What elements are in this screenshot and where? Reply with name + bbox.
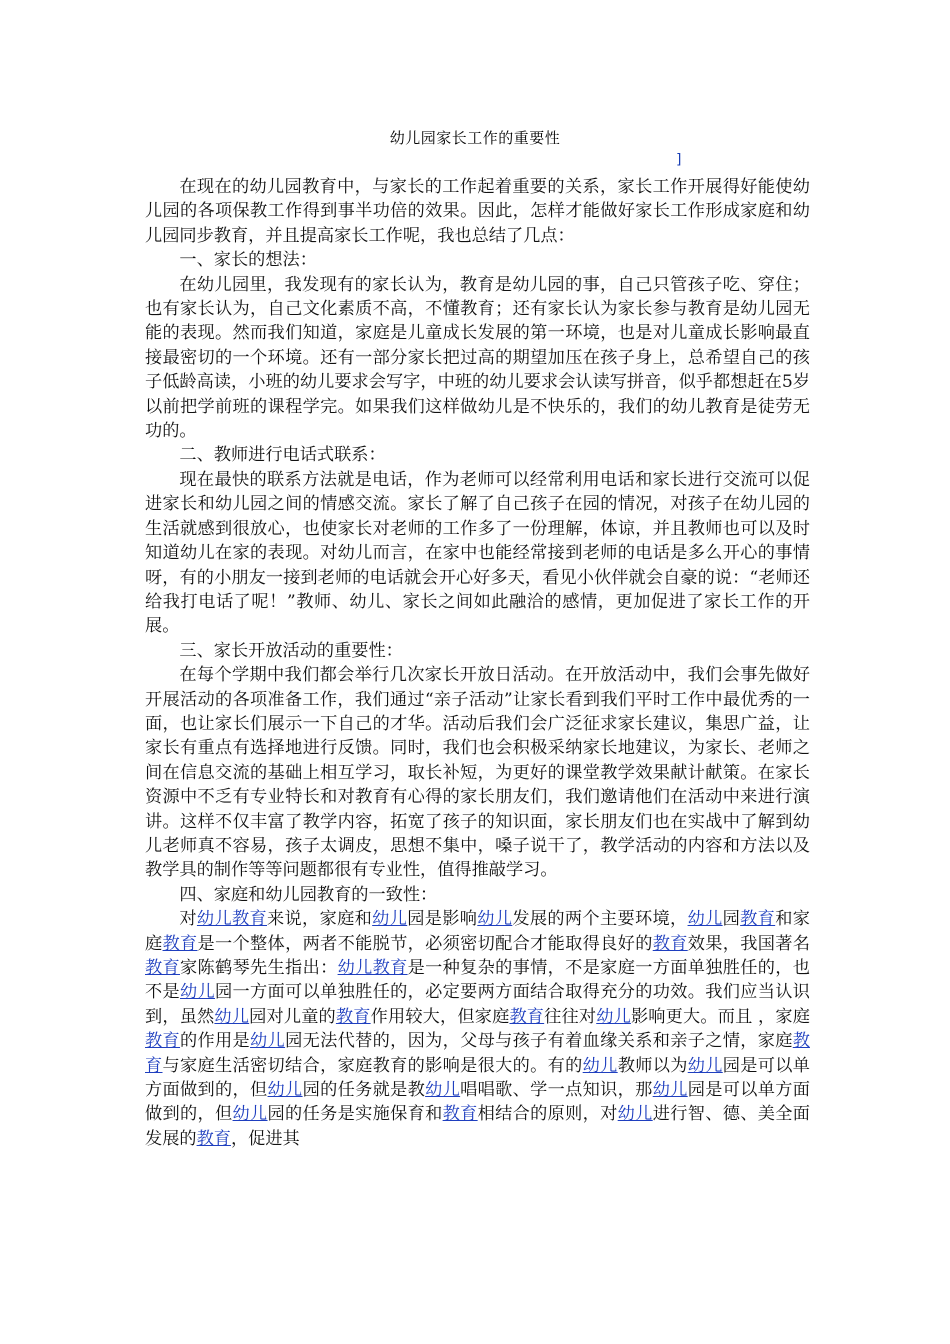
document-title: 幼儿园家长工作的重要性: [389, 129, 561, 147]
text-segment: 效果，我国著名: [687, 933, 810, 954]
text-segment: 园是可以单方面做到的，但: [145, 1055, 810, 1101]
keyword-link[interactable]: 幼儿教育: [337, 958, 408, 978]
keyword-link[interactable]: 教育: [509, 1006, 545, 1027]
keyword-link[interactable]: 幼儿: [687, 1055, 723, 1076]
text-segment: 园的任务是实施保育和: [267, 1104, 443, 1125]
section-3-heading: 三、家长开放活动的重要性：: [179, 640, 403, 661]
section-2-heading: 二、教师进行电话式联系：: [179, 445, 386, 466]
keyword-link[interactable]: 教育: [145, 958, 181, 978]
keyword-link[interactable]: 教育: [145, 1031, 810, 1076]
keyword-link[interactable]: 教育: [162, 933, 198, 954]
document-body: [145, 175, 810, 1151]
text-segment: 相结合的原则，对: [477, 1104, 618, 1125]
text-segment: 进行智、德、美全面发展的: [145, 1104, 810, 1149]
section-4-paragraph: [145, 907, 810, 1151]
keyword-link[interactable]: 幼儿: [582, 1055, 618, 1076]
bracket-mark: ]: [676, 152, 682, 168]
keyword-link[interactable]: 幼儿: [617, 1104, 653, 1125]
section-1-heading: 一、家长的想法：: [179, 250, 317, 271]
keyword-link[interactable]: 教育: [740, 909, 776, 930]
section-3-paragraph: 在每个学期中我们都会举行几次家长开放日活动。在开放活动中，我们会事先做好开展活动的各项准备工作，我们通过“亲子活动”让家长看到我们平时工作中最优秀的一面，也让家长们展示一下自己的才华。活动后我们会广泛征求家长建议，集思广益，让家长有重点有选择地进行反馈。同时，我们也会积极采纳家长地建议，为家长、老师之间在信息交流的基础上相互学习，取长补短，为更好的课堂教学效果献计献策。在家长资源中不乏有专业特长和对教育有心得的家长朋友们，我们邀请他们在活动中来进行演讲。这样不仅丰富了教学内容，拓宽了孩子的知识面，家长朋友们也在实战中了解到幼儿老师真不容易，孩子太调皮，思想不集中，嗓子说干了，教学活动的内容和方法以及教学具的制作等等问题都很有专业性，值得推敲学习。: [145, 665, 810, 881]
section-2-paragraph: 现在最快的联系方法就是电话，作为老师可以经常利用电话和家长进行交流可以促进家长和幼儿园之间的情感交流。家长了解了自己孩子在园的情况，对孩子在幼儿园的生活就感到很放心，也使家长对老师的工作多了一份理解，体谅，并且教师也可以及时知道幼儿在家的表现。对幼儿而言，在家中也能经常接到老师的电话是多么开心的事情呀，有的小朋友一接到老师的电话就会开心好多天，看见小伙伴就会自豪的说：“老师还给我打电话了呢！”教师、幼儿、家长之间如此融洽的感情，更加促进了家长工作的开展。: [145, 469, 810, 637]
text-segment: 园一方面可以单独胜任的，必定要两方面结合取得充分的功效。我们应当认识到，虽然: [145, 982, 810, 1027]
keyword-link[interactable]: 幼儿: [425, 1080, 461, 1101]
text-segment: 对: [179, 909, 197, 930]
text-segment: 园的任务就是教: [302, 1080, 426, 1101]
text-segment: 是一个整体，两者不能脱节，必须密切配合才能取得良好的: [197, 933, 653, 954]
keyword-link[interactable]: 幼儿: [687, 909, 723, 930]
section-4-heading: 四、家庭和幼儿园教育的一致性：: [179, 884, 438, 905]
text-segment: 园是影响: [407, 909, 478, 930]
keyword-link[interactable]: 幼儿: [372, 909, 408, 930]
keyword-link[interactable]: 教育: [196, 1128, 231, 1149]
text-segment: 的作用是: [180, 1031, 251, 1052]
text-segment: 与家庭生活密切结合，家庭教育的影响是很大的。有的: [162, 1055, 583, 1076]
keyword-link[interactable]: 幼儿: [180, 982, 216, 1003]
keyword-link[interactable]: 幼儿: [596, 1006, 631, 1027]
section-1-paragraph: 在幼儿园里，我发现有的家长认为，教育是幼儿园的事，自己只管孩子吃、穿住；也有家长认为，自己文化素质不高，不懂教育；还有家长认为家长参与教育是幼儿园无能的表现。然而我们知道，家庭是儿童成长发展的第一环境，也是对儿童成长影响最直接最密切的一个环境。还有一部分家长把过高的期望加压在孩子身上，总希望自己的孩子低龄高读，小班的幼儿要求会写字，中班的幼儿要求会认读写拼音，似乎都想赶在5岁以前把学前班的课程学完。如果我们这样做幼儿是不快乐的，我们的幼儿教育是徒劳无功的。: [145, 274, 810, 442]
text-segment: 园是可以单方面做到的，但: [145, 1080, 810, 1125]
keyword-link[interactable]: 教育: [145, 1031, 181, 1052]
text-segment: 是一种复杂的事情，不是家庭一方面单独胜任的，也不是: [145, 958, 810, 1003]
text-segment: 园无法代替的，因为，父母与孩子有着血缘关系和亲子之情，家庭: [285, 1031, 793, 1052]
keyword-link[interactable]: 幼儿: [652, 1080, 688, 1101]
text-segment: 园: [722, 909, 741, 930]
keyword-link[interactable]: 幼儿: [477, 909, 513, 930]
text-segment: 家陈鹤琴先生指出：: [180, 958, 338, 978]
text-segment: ，促进其: [230, 1128, 300, 1149]
text-segment: 来说，家庭和: [267, 909, 373, 930]
keyword-link[interactable]: 教育: [335, 1006, 371, 1027]
keyword-link[interactable]: 幼儿教育: [196, 909, 268, 930]
keyword-link[interactable]: 幼儿: [250, 1031, 286, 1052]
text-segment: 影响更大。而且 ，家庭: [630, 1006, 810, 1027]
keyword-link[interactable]: 教育: [652, 933, 688, 954]
intro-paragraph: 在现在的幼儿园教育中，与家长的工作起着重要的关系，家长工作开展得好能使幼儿园的各项保教工作得到事半功倍的效果。因此，怎样才能做好家长工作形成家庭和幼儿园同步教育，并且提高家长工作呢，我也总结了几点：: [145, 177, 810, 246]
text-segment: 教师以为: [617, 1055, 688, 1076]
text-segment: 往往对: [544, 1006, 597, 1027]
text-segment: 和家庭: [145, 909, 810, 954]
keyword-link[interactable]: 教育: [442, 1104, 478, 1125]
keyword-link[interactable]: 幼儿: [267, 1080, 303, 1101]
text-segment: 作用较大，但家庭: [370, 1006, 510, 1027]
text-segment: 唱唱歌、学一点知识，那: [460, 1080, 653, 1101]
keyword-link[interactable]: 幼儿: [214, 1006, 250, 1027]
keyword-link[interactable]: 幼儿: [232, 1104, 268, 1125]
text-segment: 园对儿童的: [249, 1006, 336, 1027]
text-segment: 发展的两个主要环境，: [512, 909, 688, 930]
